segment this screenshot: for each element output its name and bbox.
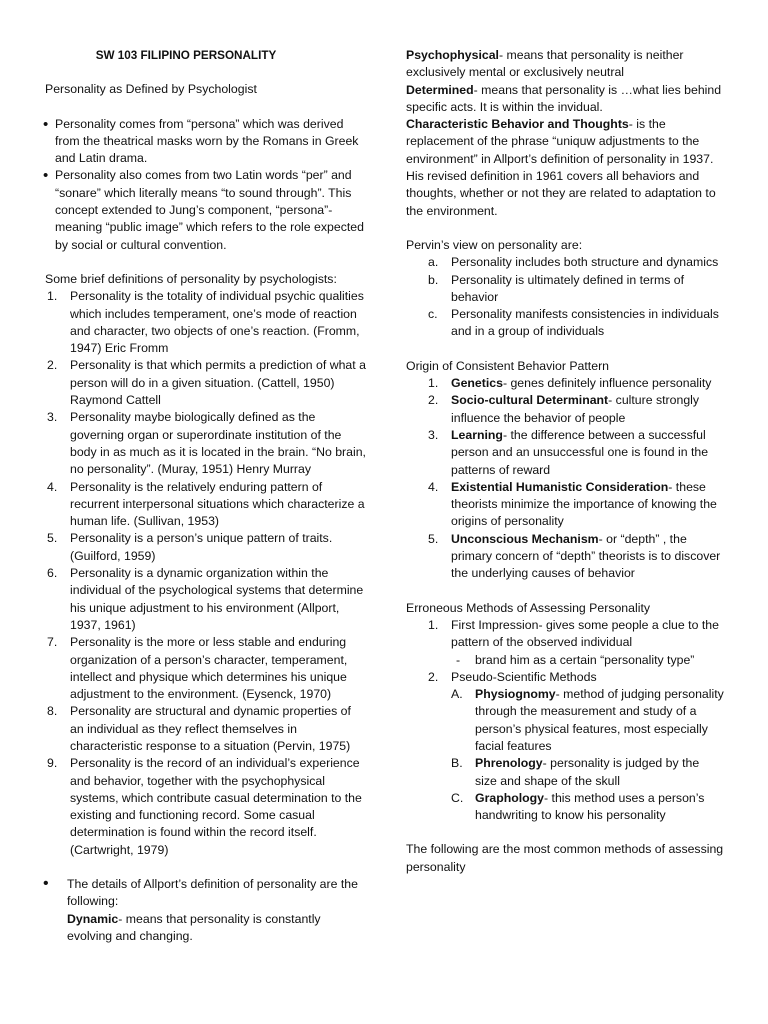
list-item: 2. Pseudo-Scientific Methods A. Physiognomy- method of judging personality through the measurement and study of a person’s physical features, most especially facial features B. Phrenology- personality is judged by the size and shape of the skull C. Graphology- this method uses a person’s handwriting to know his personality [406, 669, 724, 825]
bullet-latin-words: • Personality also comes from two Latin words “per” and “sonare” which literally means “to sound through”. This concept extended to Jung’s component, “persona”- meaning “public image” which refers to the role expected by social or cultural convention. [45, 167, 367, 253]
term-determined: Determined- means that personality is …what lies behind specific acts. It is within the invidual. [406, 82, 722, 114]
sub-item: - brand him as a certain “personality type” [456, 652, 695, 667]
list-item: 2. Personality is that which permits a prediction of what a person will do in a given situation. (Cattell, 1950) Raymond Cattell [47, 358, 366, 408]
bullet-persona-origin: • Personality comes from “persona” which was derived from the theatrical masks worn by the Romans in Greek and Latin drama. [45, 116, 367, 168]
list-item: C. Graphology- this method uses a person’s handwriting to know his personality [451, 790, 705, 823]
list-item: 4. Personality is the relatively enduring pattern of recurrent interpersonal situations which characterize a human life. (Sullivan, 1953) [47, 479, 365, 529]
document-title: SW 103 FILIPINO PERSONALITY [95, 49, 277, 62]
list-item: b. Personality is ultimately defined in terms of behavior [428, 272, 685, 304]
left-column [45, 47, 367, 945]
pervin-list [406, 254, 724, 340]
list-item: 3. Personality maybe biologically defined as the governing organ or superordinate institution of the body in as much as it is located in the brain. “No brain, no personality”. (Muray, 1951) Henry Murray [47, 410, 366, 477]
erroneous-list [406, 617, 724, 825]
origin-heading: Origin of Consistent Behavior Pattern [406, 358, 610, 373]
list-item: 5. Personality is a person’s unique pattern of traits. (Guilford, 1959) [47, 531, 333, 563]
list-item: 1. First Impression- gives some people a clue to the pattern of the observed individual - brand him as a certain “personality type” [406, 617, 724, 669]
definitions-list [45, 288, 367, 859]
pervin-intro: Pervin’s view on personality are: [406, 237, 583, 252]
list-item: c. Personality manifests consistencies in individuals and in a group of individuals [428, 307, 719, 339]
list-item: 4. Existential Humanistic Consideration- these theorists minimize the importance of knowing the origins of personality [428, 479, 717, 529]
list-item: 6. Personality is a dynamic organization within the individual of the psychological systems that determine his unique adjustment to his environment (Allport, 1937, 1961) [47, 566, 364, 632]
definitions-intro: Some brief definitions of personality by psychologists: [45, 271, 337, 286]
origin-list [406, 375, 724, 583]
right-column [406, 47, 724, 876]
list-item: 3. Learning- the difference between a successful person and an unsuccessful one is found in the patterns of reward [428, 427, 709, 477]
list-item: 2. Socio-cultural Determinant- culture strongly influence the behavior of people [428, 393, 700, 425]
section-heading-personality-defined: Personality as Defined by Psychologist [45, 82, 257, 97]
erroneous-heading: Erroneous Methods of Assessing Personality [406, 600, 651, 615]
list-item: 9. Personality is the record of an individual’s experience and behavior, together with the psychophysical systems, which contribute casual determination to the existing and functioning record. Some casual determination is found within the record itself. (Cartwright, 1979) [47, 756, 362, 857]
term-characteristic-behavior: Characteristic Behavior and Thoughts- is the replacement of the phrase “uniquw adjustments to the environment” in Allport’s definition of personality in 1937. His revised definition in 1961 covers all behaviors and thoughts, whether or not they are related to adaptation to the environment. [406, 117, 716, 218]
term-psychophysical: Psychophysical- means that personality is neither exclusively mental or exclusively neutral [406, 48, 684, 80]
list-item: 8. Personality are structural and dynamic properties of an individual as they reflect themselves in characteristic response to a situation (Pervin, 1975) [47, 704, 351, 753]
bullet-allport-details: • The details of Allport’s definition of personality are the following: Dynamic- means that personality is constantly evolving and changing. [43, 875, 358, 943]
list-item: a. Personality includes both structure and dynamics [428, 255, 719, 270]
pseudo-scientific-list [451, 686, 724, 824]
list-item: A. Physiognomy- method of judging personality through the measurement and study of a person’s physical features, most especially facial features [451, 687, 724, 753]
closing-text: The following are the most common methods of assessing personality [406, 842, 724, 874]
list-item: 5. Unconscious Mechanism- or “depth” , the primary concern of “depth” theorists is to discover the underlying causes of behavior [428, 531, 721, 581]
list-item: B. Phrenology- personality is judged by the size and shape of the skull [451, 756, 700, 788]
list-item: 1. Genetics- genes definitely influence personality [428, 376, 712, 391]
term-dynamic: Dynamic [67, 911, 119, 926]
list-item: 7. Personality is the more or less stable and enduring organization of a person’s character, temperament, intellect and physique which determines his unique adjustment to the environment. (Eysenck, 1970) [47, 635, 348, 702]
list-item: 1. Personality is the totality of individual psychic qualities which includes temperament, one’s mode of reaction and character, two objects of one’s reaction. (Fromm, 1947) Eric Fromm [47, 289, 364, 356]
